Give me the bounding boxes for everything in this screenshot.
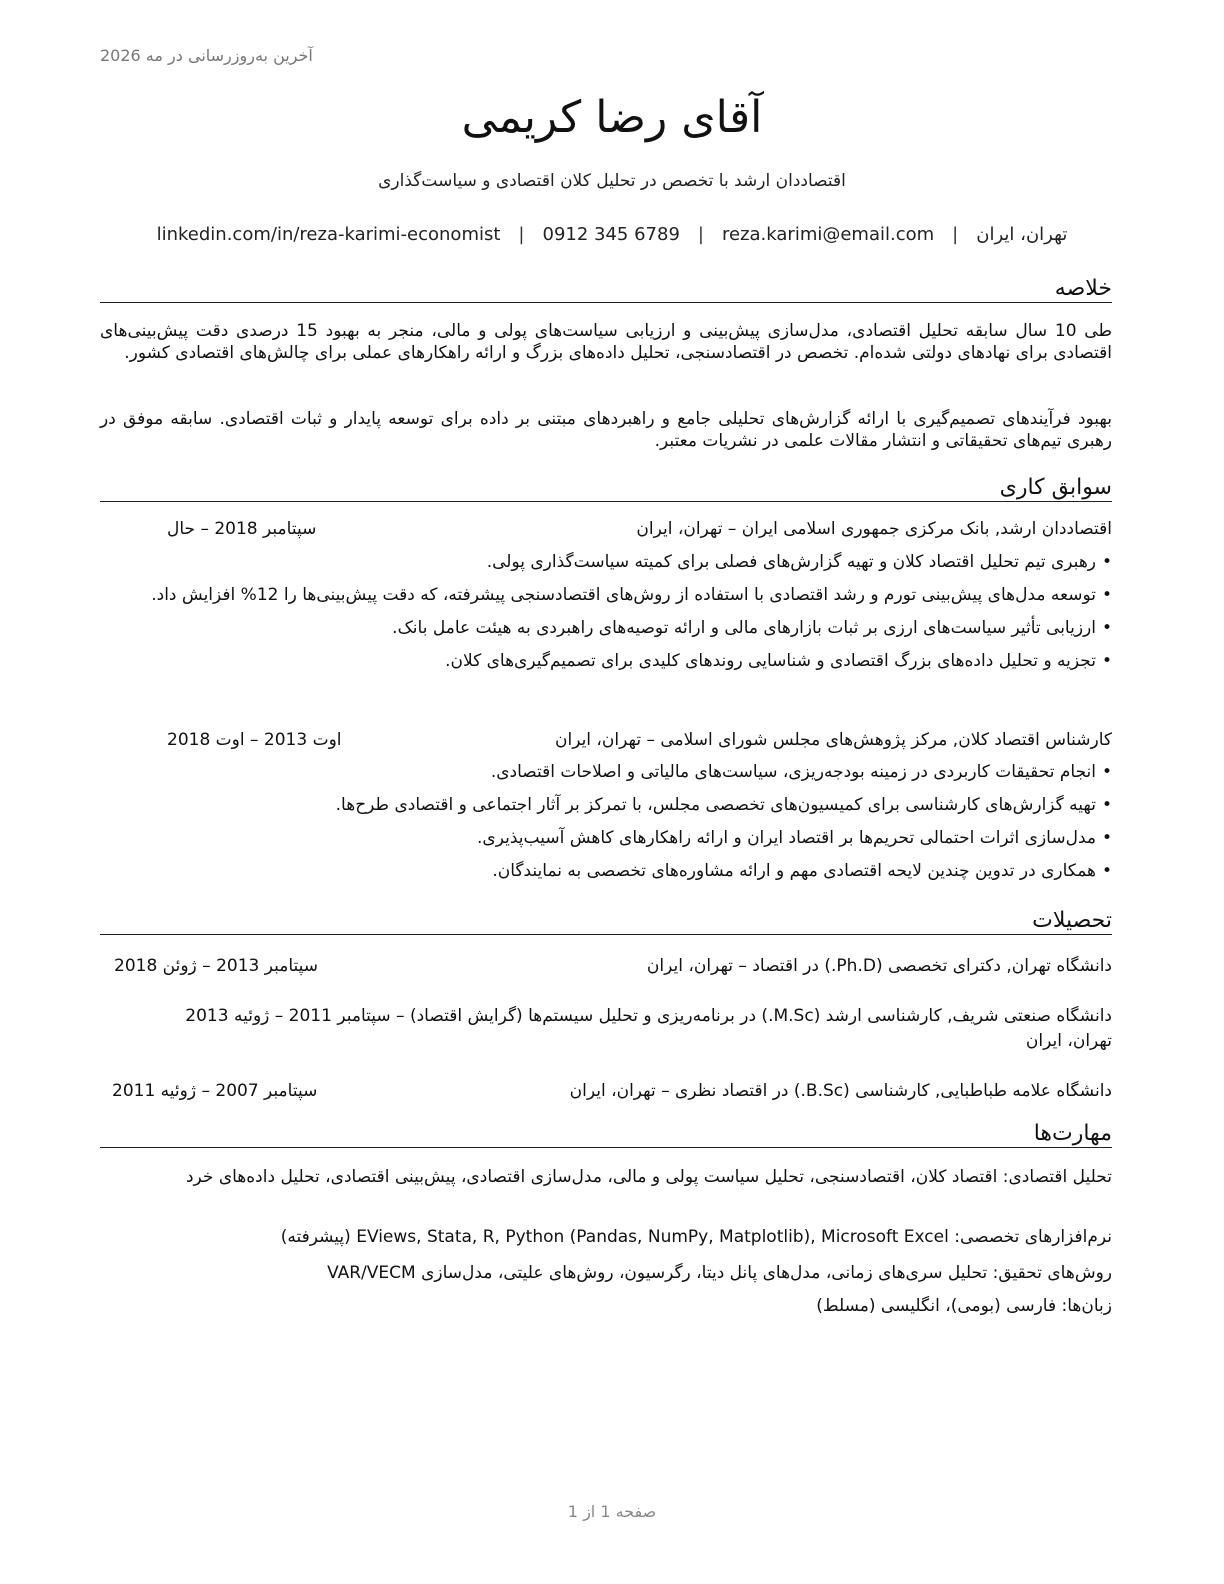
contact-location: تهران، ایران <box>976 224 1068 245</box>
list-item: • انجام تحقیقات کاربردی در زمینه بودجه‌ریزی، سیاست‌های مالیاتی و اصلاحات اقتصادی. <box>100 761 1112 783</box>
section-title-experience: سوابق کاری <box>100 475 1112 502</box>
contact-phone[interactable]: 0912 345 6789 <box>542 224 680 245</box>
last-updated: آخرین به‌روزرسانی در مه 2026 <box>100 46 313 65</box>
job-date: اوت 2013 – اوت 2018 <box>167 730 342 750</box>
skill-line: روش‌های تحقیق: تحلیل سری‌های زمانی، مدل‌های پانل دیتا، رگرسیون، روش‌های علیتی، مدل‌سازی VAR/VECM <box>327 1263 1112 1283</box>
list-item: • ارزیابی تأثیر سیاست‌های ارزی بر ثبات بازارهای مالی و ارائه توصیه‌های راهبردی به هیئت عامل بانک. <box>100 617 1112 639</box>
list-item: • رهبری تیم تحلیل اقتصاد کلان و تهیه گزارش‌های فصلی برای کمیته سیاست‌گذاری پولی. <box>100 551 1112 573</box>
job-bullets <box>100 551 1112 683</box>
person-name: آقای رضا کریمی <box>461 92 763 143</box>
education-item <box>100 1004 1112 1054</box>
list-item: • توسعه مدل‌های پیش‌بینی تورم و رشد اقتصادی با استفاده از روش‌های اقتصادسنجی پیشرفته، که دقت پیش‌بینی‌ها را 12% افزایش داد. <box>100 584 1112 606</box>
job-date: سپتامبر 2018 – حال <box>167 519 317 539</box>
contact-separator: | <box>697 224 704 245</box>
education-org: دانشگاه صنعتی شریف, کارشناسی ارشد (M.Sc.) در برنامه‌ریزی و تحلیل سیستم‌ها (گرایش اقتصاد) – سپتامبر 2011 – ژوئیه 2013 <box>185 1006 1112 1026</box>
education-org: دانشگاه تهران, دکترای تخصصی (Ph.D.) در اقتصاد – تهران، ایران <box>646 956 1112 976</box>
contact-line <box>100 224 1124 245</box>
headline: اقتصاددان ارشد با تخصص در تحلیل کلان اقتصادی و سیاست‌گذاری <box>378 171 846 191</box>
summary-paragraph: طی 10 سال سابقه تحلیل اقتصادی، مدل‌سازی پیش‌بینی و ارزیابی سیاست‌های پولی و مالی، منجر به بهبود 15 درصدی دقت پیش‌بینی‌های اقتصادی برای نهادهای دولتی شده‌ام. تخصص در اقتصادسنجی، تحلیل داده‌های بزرگ و ارائه راهکارهای عملی برای چالش‌های اقتصادی کشور. <box>100 321 1112 363</box>
section-title-summary: خلاصه <box>100 276 1112 303</box>
education-date: سپتامبر 2007 – ژوئیه 2011 <box>112 1081 318 1101</box>
job-org: کارشناس اقتصاد کلان, مرکز پژوهش‌های مجلس شورای اسلامی – تهران، ایران <box>554 730 1112 750</box>
page-number: صفحه 1 از 1 <box>567 1502 657 1521</box>
education-location: تهران، ایران <box>1025 1031 1112 1051</box>
contact-email[interactable]: reza.karimi@email.com <box>722 224 935 245</box>
list-item: • تجزیه و تحلیل داده‌های بزرگ اقتصادی و شناسایی روندهای کلیدی برای تصمیم‌گیری‌های کلان. <box>100 650 1112 672</box>
list-item: • همکاری در تدوین چندین لایحه اقتصادی مهم و ارائه مشاوره‌های تخصصی به نمایندگان. <box>100 860 1112 882</box>
section-title-education: تحصیلات <box>100 908 1112 935</box>
list-item: • مدل‌سازی اثرات احتمالی تحریم‌ها بر اقتصاد ایران و ارائه راهکارهای کاهش آسیب‌پذیری. <box>100 827 1112 849</box>
contact-separator: | <box>518 224 525 245</box>
education-date: سپتامبر 2013 – ژوئن 2018 <box>114 956 319 976</box>
contact-separator: | <box>952 224 959 245</box>
job-bullets <box>100 761 1112 893</box>
section-title-skills: مهارت‌ها <box>100 1121 1112 1148</box>
skill-line: تحلیل اقتصادی: اقتصاد کلان، اقتصادسنجی، تحلیل سیاست پولی و مالی، مدل‌سازی اقتصادی، پیش‌بینی اقتصادی، تحلیل داده‌های خرد <box>185 1167 1112 1187</box>
contact-linkedin[interactable]: linkedin.com/in/reza-karimi-economist <box>156 224 501 245</box>
job-org: اقتصاددان ارشد, بانک مرکزی جمهوری اسلامی ایران – تهران، ایران <box>636 519 1112 539</box>
education-org: دانشگاه علامه طباطبایی, کارشناسی (B.Sc.) در اقتصاد نظری – تهران، ایران <box>569 1081 1112 1101</box>
skill-line: نرم‌افزارهای تخصصی: EViews, Stata, R, Python (Pandas, NumPy, Matplotlib), Microsoft Excel (پیشرفته) <box>280 1227 1112 1247</box>
list-item: • تهیه گزارش‌های کارشناسی برای کمیسیون‌های تخصصی مجلس، با تمرکز بر آثار اجتماعی و اقتصادی طرح‌ها. <box>100 794 1112 816</box>
skill-line: زبان‌ها: فارسی (بومی)، انگلیسی (مسلط) <box>816 1296 1112 1316</box>
summary-paragraph: بهبود فرآیندهای تصمیم‌گیری با ارائه گزارش‌های تحلیلی جامع و راهبردهای مبتنی بر داده برای توسعه پایدار و ثبات اقتصادی. سابقه موفق در رهبری تیم‌های تحقیقاتی و انتشار مقالات علمی در نشریات معتبر. <box>100 409 1112 451</box>
